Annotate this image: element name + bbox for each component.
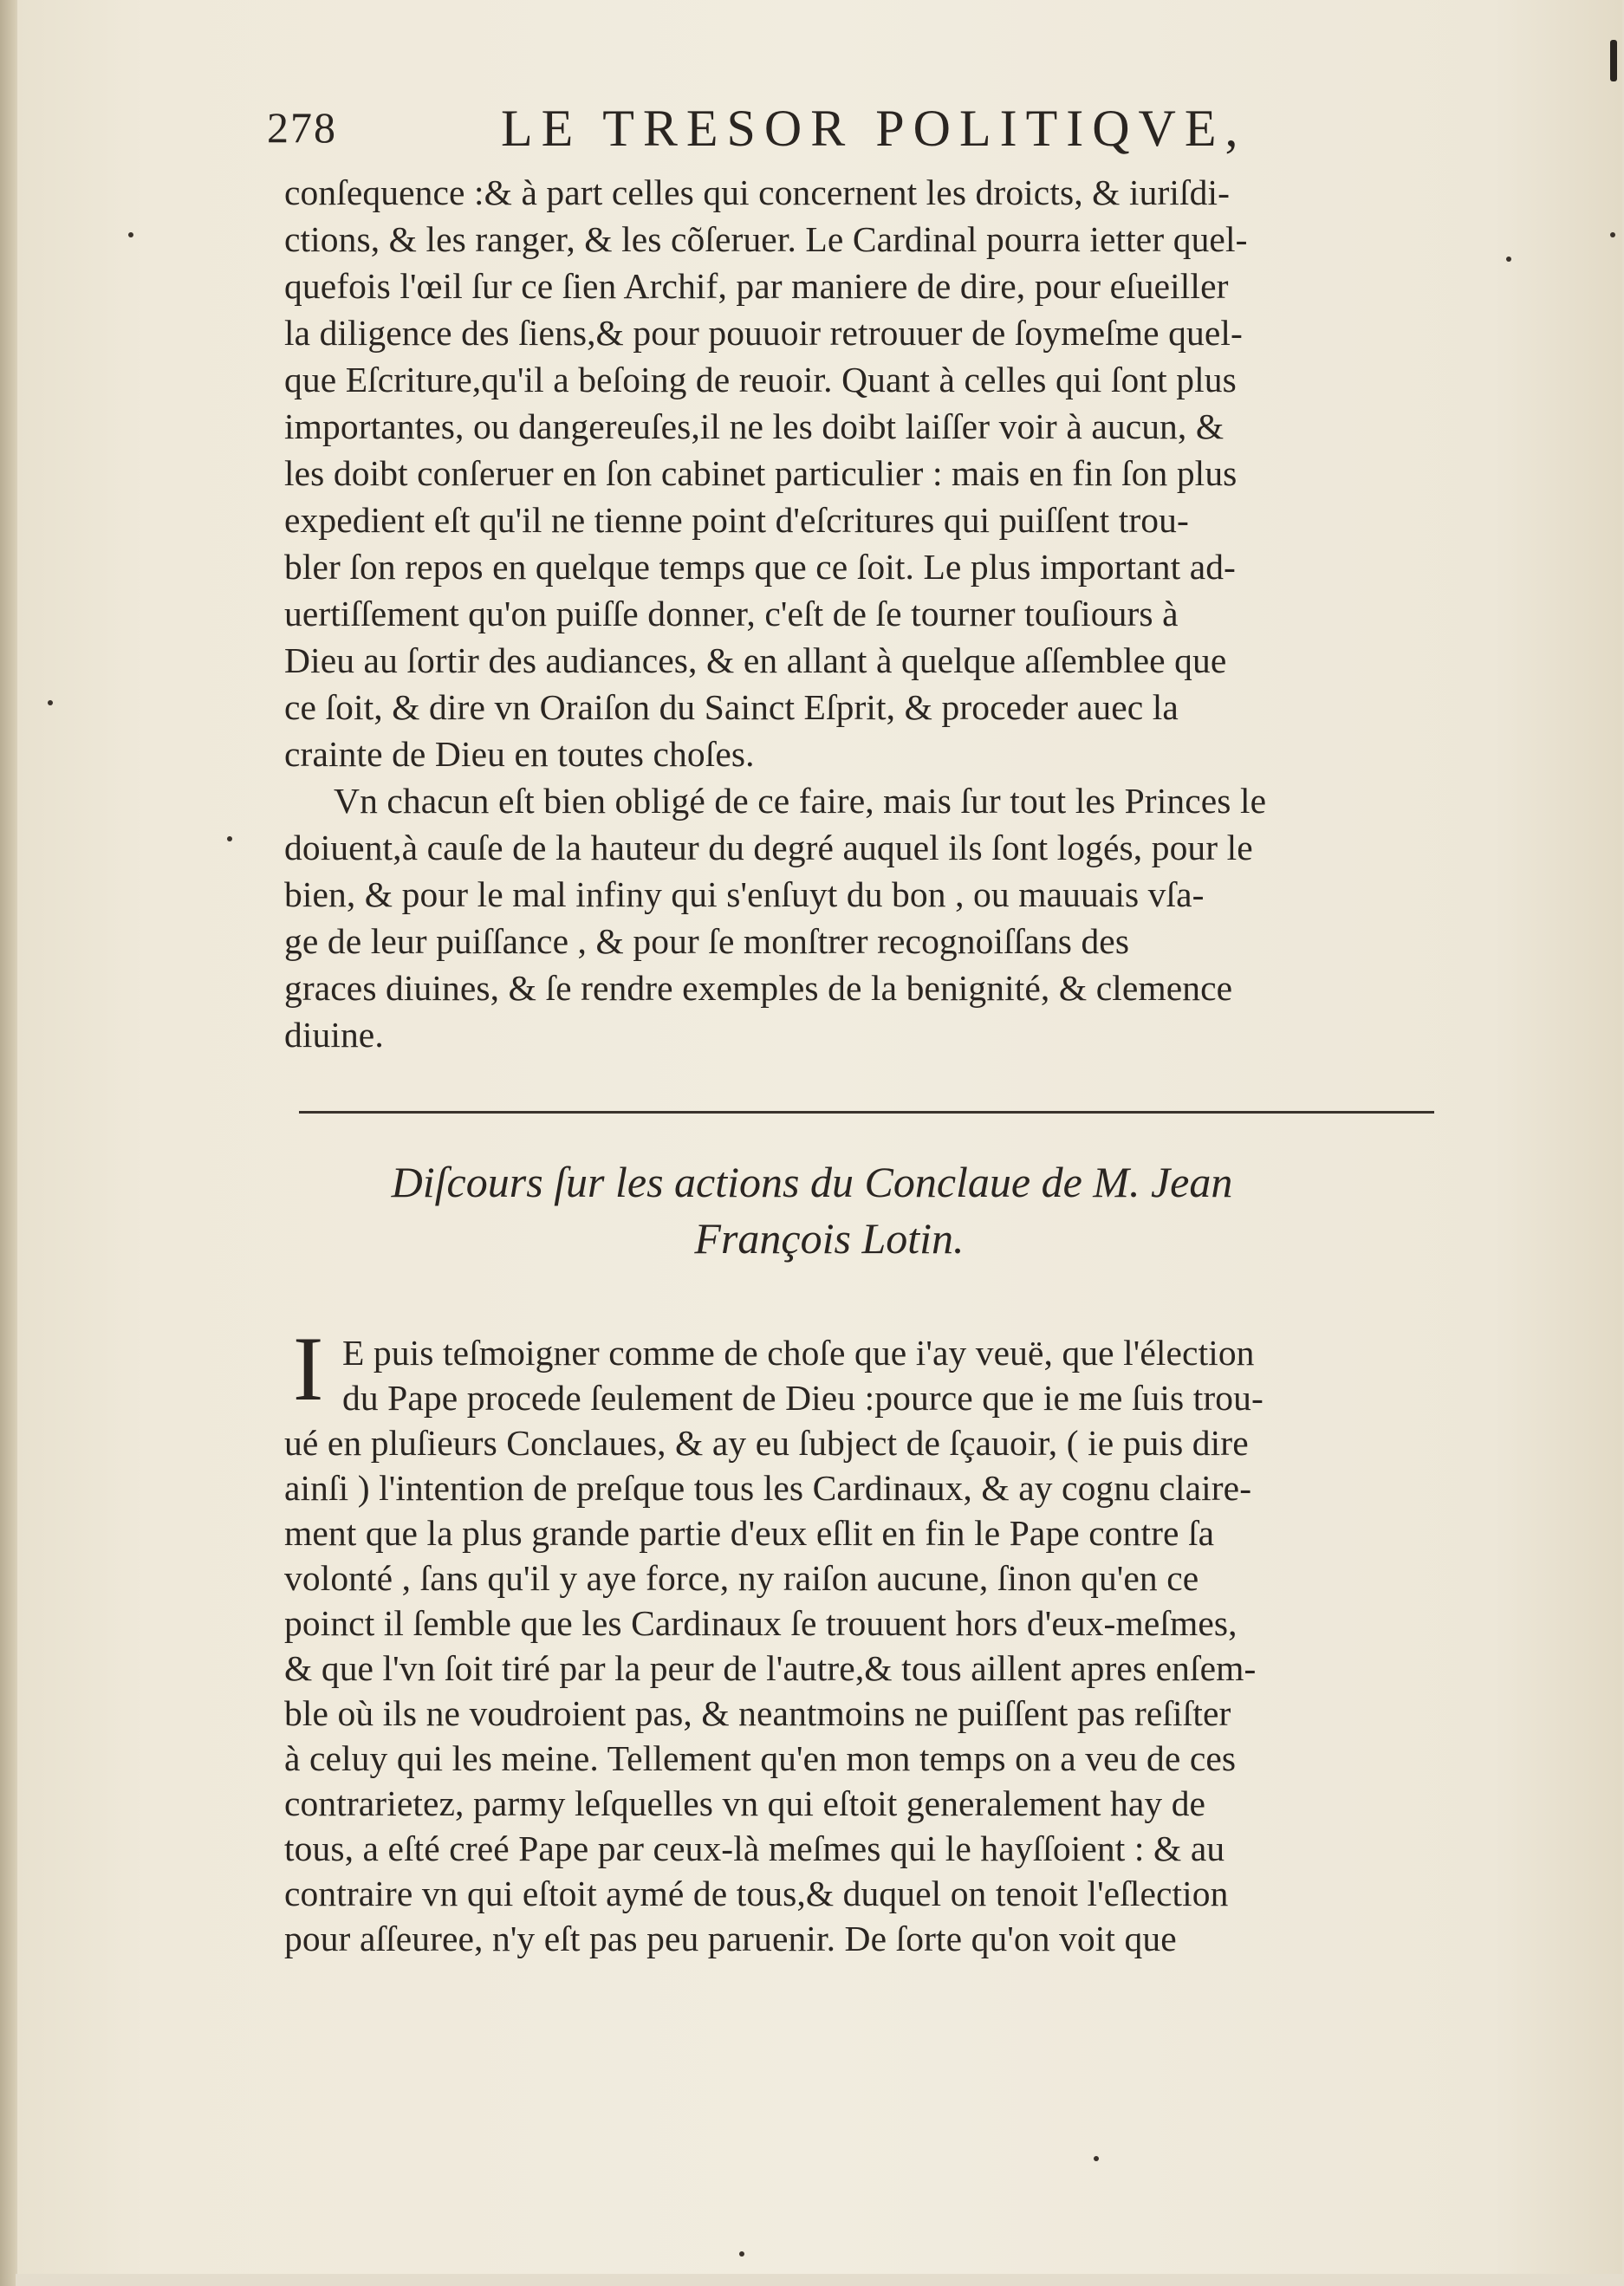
text-line: bler ſon repos en quelque temps que ce ſoit. Le plus important ad- (284, 547, 1236, 587)
running-title: LE TRESOR POLITIQVE, (501, 100, 1247, 157)
text-line: bien, & pour le mal infiny qui s'enſuyt du bon , ou mauuais vſa- (284, 874, 1205, 914)
text-line: Vn chacun eſt bien obligé de ce faire, mais ſur tout les Princes le (334, 781, 1267, 821)
text-line: quefois l'œil ſur ce ſien Archif, par maniere de dire, pour eſueiller (284, 266, 1229, 306)
text-line: & que l'vn ſoit tiré par la peur de l'autre,& tous aillent apres enſem- (284, 1648, 1257, 1688)
section-heading-line-1: Diſcours ſur les actions du Conclaue de M. Jean (391, 1158, 1233, 1206)
text-line: diuine. (284, 1015, 384, 1055)
page-number: 278 (267, 103, 337, 152)
text-line: tous, a eſté creé Pape par ceux-là meſmes qui le hayſſoient : & au (284, 1828, 1225, 1868)
ink-speck (227, 836, 232, 841)
text-line: du Pape procede ſeulement de Dieu :pource que ie me ſuis trou- (342, 1378, 1263, 1418)
text-line: conſequence :& à part celles qui concernent les droicts, & iuriſdi- (284, 172, 1231, 212)
text-line: à celuy qui les meine. Tellement qu'en mon temps on a veu de ces (284, 1738, 1237, 1778)
text-line: crainte de Dieu en toutes choſes. (284, 734, 755, 774)
text-line: E puis teſmoigner comme de choſe que i'ay veuë, que l'élection (342, 1333, 1255, 1373)
text-line: contraire vn qui eſtoit aymé de tous,& duquel on tenoit l'eſlection (284, 1874, 1229, 1913)
text-line: ctions, & les ranger, & les cõſeruer. Le Cardinal pourra ietter quel- (284, 219, 1248, 259)
text-line: uertiſſement qu'on puiſſe donner, c'eſt de ſe tourner touſiours à (284, 594, 1179, 633)
text-line: les doibt conſeruer en ſon cabinet particulier : mais en fin ſon plus (284, 453, 1237, 493)
running-head (267, 102, 1445, 172)
text-line: ainſi ) l'intention de preſque tous les Cardinaux, & ay cognu claire- (284, 1468, 1252, 1508)
text-line: poinct il ſemble que les Cardinaux ſe trouuent hors d'eux-meſmes, (284, 1603, 1237, 1643)
ink-speck (48, 700, 53, 705)
ink-speck (1610, 232, 1615, 237)
ink-speck (1094, 2156, 1099, 2161)
ink-speck (739, 2251, 744, 2257)
text-line: Dieu au ſortir des audiances, & en allant à quelque aſſemblee que (284, 640, 1227, 680)
text-line: que Eſcriture,qu'il a beſoing de reuoir. Quant à celles qui ſont plus (284, 360, 1237, 399)
text-line: ué en pluſieurs Conclaues, & ay eu ſubject de ſçauoir, ( ie puis dire (284, 1423, 1249, 1463)
text-line: contrarietez, parmy leſquelles vn qui eſtoit generalement hay de (284, 1783, 1206, 1823)
section-divider-rule (299, 1111, 1434, 1114)
text-line: importantes, ou dangereuſes,il ne les doibt laiſſer voir à aucun, & (284, 406, 1224, 446)
page-edge-shadow (0, 0, 16, 2286)
text-line: pour aſſeuree, n'y eſt pas peu paruenir. De ſorte qu'on voit que (284, 1919, 1177, 1958)
text-line: expedient eſt qu'il ne tienne point d'eſcritures qui puiſſent trou- (284, 500, 1189, 540)
drop-cap: I (293, 1318, 324, 1419)
text-line: ment que la plus grande partie d'eux eſlit en fin le Pape contre ſa (284, 1513, 1215, 1553)
text-line: ce ſoit, & dire vn Oraiſon du Sainct Eſprit, & proceder auec la (284, 687, 1179, 727)
section-heading-line-2: François Lotin. (694, 1214, 965, 1263)
text-line: ge de leur puiſſance , & pour ſe monſtrer recognoiſſans des (284, 921, 1130, 961)
text-line: ble où ils ne voudroient pas, & neantmoins ne puiſſent pas reſiſter (284, 1693, 1231, 1733)
page-tab-mark (1610, 40, 1617, 81)
text-line: volonté , ſans qu'il y aye force, ny raiſon aucune, ſinon qu'en ce (284, 1558, 1199, 1598)
ink-speck (1506, 257, 1511, 262)
text-line: la diligence des ſiens,& pour pouuoir retrouuer de ſoymeſme quel- (284, 313, 1243, 353)
ink-speck (128, 232, 133, 237)
text-line: doiuent,à cauſe de la hauteur du degré auquel ils ſont logés, pour le (284, 828, 1253, 867)
text-line: graces diuines, & ſe rendre exemples de la benignité, & clemence (284, 968, 1233, 1008)
